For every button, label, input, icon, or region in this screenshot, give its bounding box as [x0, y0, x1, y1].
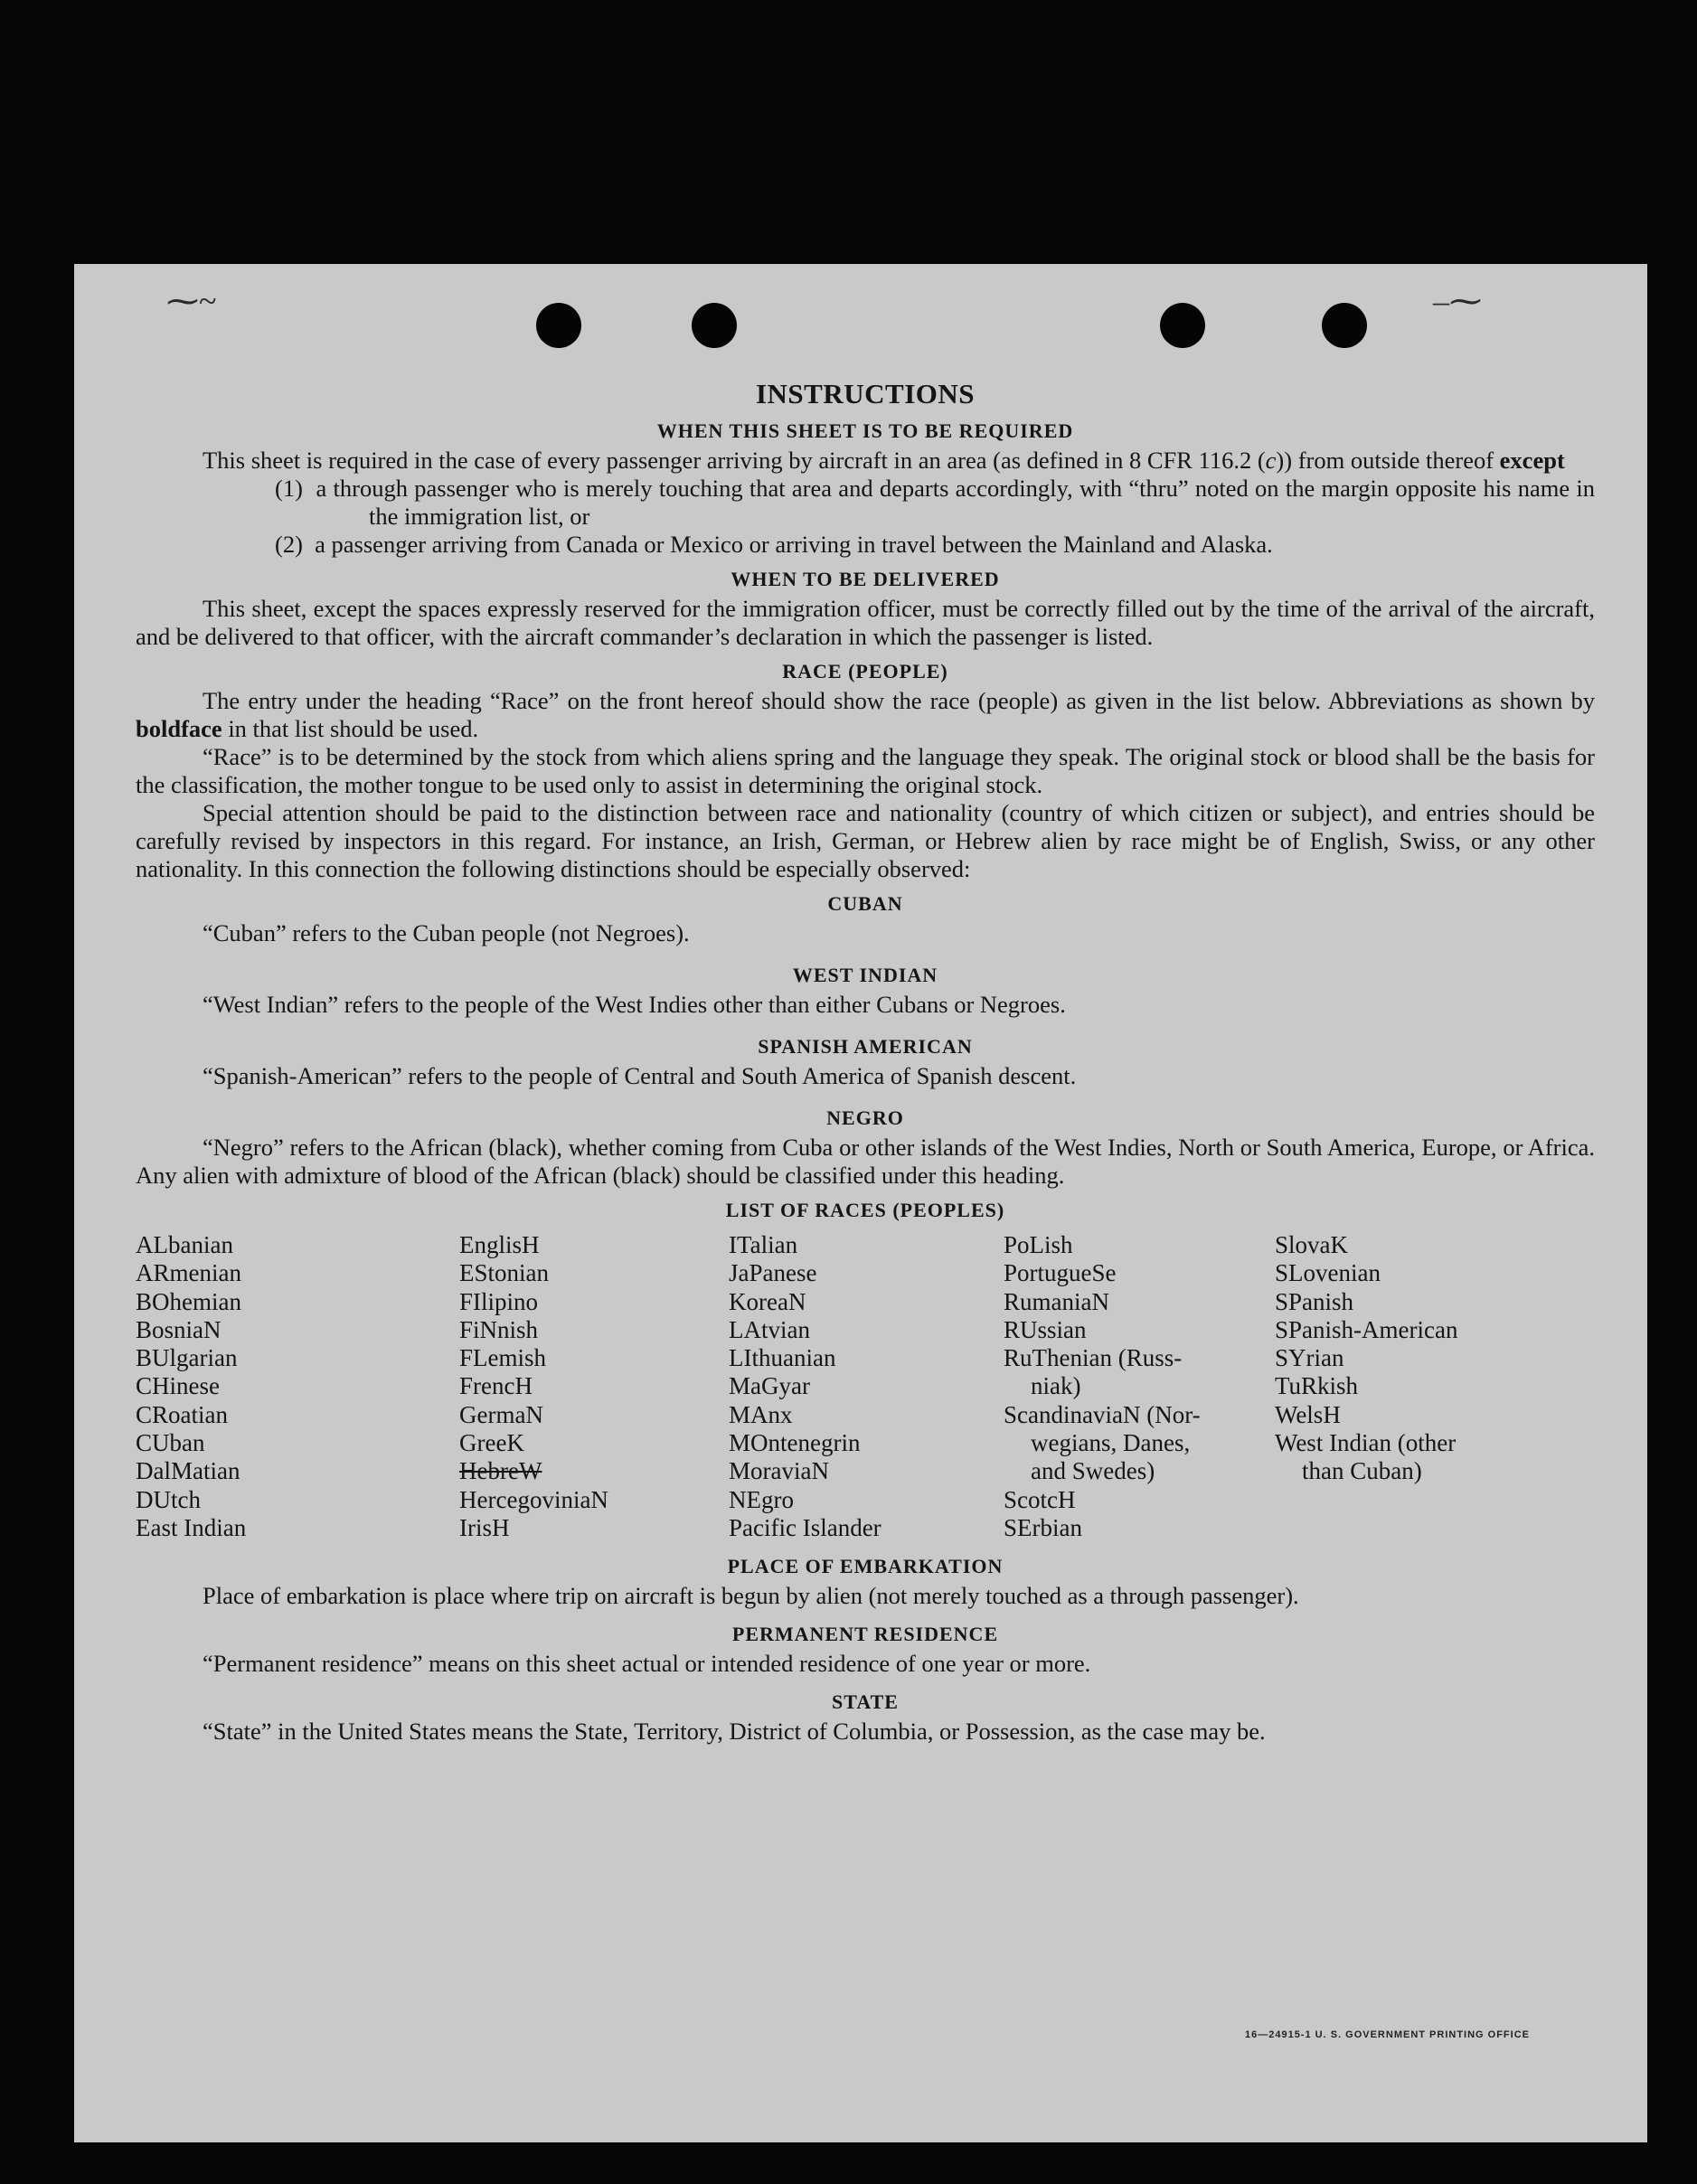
- race-entry: RUssian: [1004, 1315, 1087, 1343]
- when-required-intro: This sheet is required in the case of every passenger arriving by aircraft in an area (as defined in 8 CFR 116.2 (c)) from outside thereof except: [203, 447, 1565, 474]
- spanish-american-text: “Spanish-American” refers to the people of Central and South America of Spanish descent.: [203, 1062, 1077, 1089]
- race-entry: LAtvian: [729, 1315, 810, 1343]
- race-entry: FLemish: [459, 1344, 547, 1372]
- race-entry: CRoatian: [136, 1400, 228, 1428]
- pencil-mark: –⁓: [1433, 283, 1482, 319]
- race-entry: CHinese: [136, 1372, 220, 1400]
- heading-list-of-races: LIST OF RACES (PEOPLES): [725, 1199, 1005, 1221]
- race-paragraph-2: “Race” is to be determined by the stock from which aliens spring and the language they speak. The original stock or blood shall be the basis for the classification, the mother tongue to be used only to assist in determining the original stock.: [136, 743, 1595, 798]
- heading-west-indian: WEST INDIAN: [792, 964, 938, 986]
- race-entry: and Swedes): [1031, 1457, 1155, 1485]
- punch-hole: [536, 303, 581, 348]
- race-entry: MAnx: [729, 1400, 793, 1428]
- heading-cuban: CUBAN: [827, 892, 903, 915]
- heading-spanish-american: SPANISH AMERICAN: [758, 1035, 973, 1058]
- race-entry: BOhemian: [136, 1287, 241, 1315]
- race-entry: BUlgarian: [136, 1344, 238, 1372]
- punch-hole: [1322, 303, 1367, 348]
- race-entry: IrisH: [459, 1513, 510, 1541]
- residence-text: “Permanent residence” means on this sheet actual or intended residence of one year or more.: [203, 1650, 1091, 1678]
- race-entry: East Indian: [136, 1513, 247, 1541]
- race-entry: RuThenian (Russ-: [1004, 1344, 1183, 1372]
- race-entry: BosniaN: [136, 1315, 222, 1343]
- race-entry: FiNnish: [459, 1315, 539, 1343]
- race-entry: KoreaN: [729, 1287, 806, 1315]
- race-entry: FrencH: [459, 1372, 533, 1400]
- races-column: [1004, 1231, 1275, 1542]
- race-entry: SLovenian: [1275, 1259, 1381, 1287]
- negro-text: “Negro” refers to the African (black), whether coming from Cuba or other islands of the West Indies, North or South America, Europe, or Africa. Any alien with admixture of blood of the African (black) should be classified under this heading.: [136, 1134, 1595, 1189]
- race-entry: ScotcH: [1004, 1485, 1076, 1513]
- state-text: “State” in the United States means the State, Territory, District of Columbia, or Possession, as the case may be.: [203, 1718, 1266, 1746]
- west-indian-text: “West Indian” refers to the people of the West Indies other than either Cubans or Negroes.: [203, 991, 1066, 1018]
- race-entry: MOntenegrin: [729, 1429, 861, 1457]
- race-entry: EStonian: [459, 1259, 549, 1287]
- race-entry: PoLish: [1004, 1231, 1073, 1258]
- race-entry: niak): [1031, 1372, 1081, 1400]
- race-entry: wegians, Danes,: [1031, 1429, 1191, 1457]
- races-list: [136, 1231, 1595, 1542]
- race-entry: than Cuban): [1302, 1457, 1422, 1485]
- cuban-text: “Cuban” refers to the Cuban people (not Negroes).: [203, 919, 690, 946]
- race-entry: ARmenian: [136, 1259, 241, 1287]
- race-entry: SYrian: [1275, 1344, 1344, 1372]
- race-entry: PortugueSe: [1004, 1259, 1117, 1287]
- race-entry: MoraviaN: [729, 1457, 829, 1485]
- heading-state: STATE: [832, 1690, 899, 1714]
- race-entry: FIlipino: [459, 1287, 539, 1315]
- race-entry: ITalian: [729, 1231, 798, 1258]
- heading-race: RACE (PEOPLE): [782, 660, 948, 682]
- exception-item-2: (2) a passenger arriving from Canada or Mexico or arriving in travel between the Mainland and Alaska.: [275, 531, 1273, 558]
- heading-permanent-residence: PERMANENT RESIDENCE: [731, 1623, 999, 1646]
- heading-when-delivered: WHEN TO BE DELIVERED: [731, 568, 1000, 590]
- race-entry: NEgro: [729, 1485, 794, 1513]
- race-entry: JaPanese: [729, 1259, 817, 1287]
- race-entry: RumaniaN: [1004, 1287, 1109, 1315]
- race-entry: HercegoviniaN: [459, 1485, 608, 1513]
- instructions-body: [136, 378, 1595, 1746]
- exception-item-1: (1) a through passenger who is merely touching that area and departs accordingly, with “thru” noted on the margin opposite his name in the immigration list, or: [275, 475, 1596, 530]
- printing-office-code: 16—24915-1 U. S. GOVERNMENT PRINTING OFFICE: [1244, 2029, 1530, 2040]
- when-delivered-text: This sheet, except the spaces expressly reserved for the immigration officer, must be correctly filled out by the time of the arrival of the aircraft, and be delivered to that officer, with the aircraft commander’s declaration in which the passenger is listed.: [136, 595, 1595, 650]
- punch-hole: [692, 303, 737, 348]
- race-entry: HebreW: [459, 1457, 542, 1485]
- race-entry: Pacific Islander: [729, 1513, 881, 1541]
- race-entry: DalMatian: [136, 1457, 240, 1485]
- races-column: [136, 1231, 459, 1542]
- race-entry: WelsH: [1275, 1400, 1341, 1428]
- race-entry: CUban: [136, 1429, 205, 1457]
- embarkation-text: Place of embarkation is place where trip on aircraft is begun by alien (not merely touched as a through passenger).: [203, 1582, 1299, 1610]
- race-entry: MaGyar: [729, 1372, 810, 1400]
- punch-hole: [1160, 303, 1205, 348]
- races-column: [1275, 1231, 1582, 1542]
- race-paragraph-1: The entry under the heading “Race” on the front hereof should show the race (people) as given in the list below. Abbreviations as shown by boldface in that list should be used.: [136, 687, 1595, 742]
- race-entry: West Indian (other: [1275, 1429, 1457, 1457]
- race-entry: ALbanian: [136, 1231, 233, 1258]
- race-entry: ScandinaviaN (Nor-: [1004, 1400, 1201, 1428]
- race-entry: SPanish-American: [1275, 1315, 1458, 1343]
- race-entry: GermaN: [459, 1400, 543, 1428]
- heading-when-required: WHEN THIS SHEET IS TO BE REQUIRED: [656, 419, 1074, 442]
- heading-embarkation: PLACE OF EMBARKATION: [727, 1555, 1004, 1578]
- page-title: INSTRUCTIONS: [755, 378, 975, 410]
- race-entry: SErbian: [1004, 1513, 1082, 1541]
- races-column: [729, 1231, 1004, 1542]
- race-entry: GreeK: [459, 1429, 524, 1457]
- race-entry: SlovaK: [1275, 1231, 1348, 1258]
- race-entry: SPanish: [1275, 1287, 1354, 1315]
- race-entry: TuRkish: [1275, 1372, 1359, 1400]
- race-entry: EnglisH: [459, 1231, 540, 1258]
- pencil-mark: ⁓~: [166, 283, 217, 319]
- document-page: [74, 264, 1647, 2142]
- race-entry: DUtch: [136, 1485, 201, 1513]
- race-entry: LIthuanian: [729, 1344, 836, 1372]
- races-column: [459, 1231, 729, 1542]
- heading-negro: NEGRO: [826, 1106, 904, 1129]
- race-paragraph-3: Special attention should be paid to the distinction between race and nationality (country of which citizen or subject), and entries should be carefully revised by inspectors in this regard. For instance, an Irish, German, or Hebrew alien by race might be of English, Swiss, or any other nationality. In this connection the following distinctions should be especially observed:: [136, 799, 1595, 882]
